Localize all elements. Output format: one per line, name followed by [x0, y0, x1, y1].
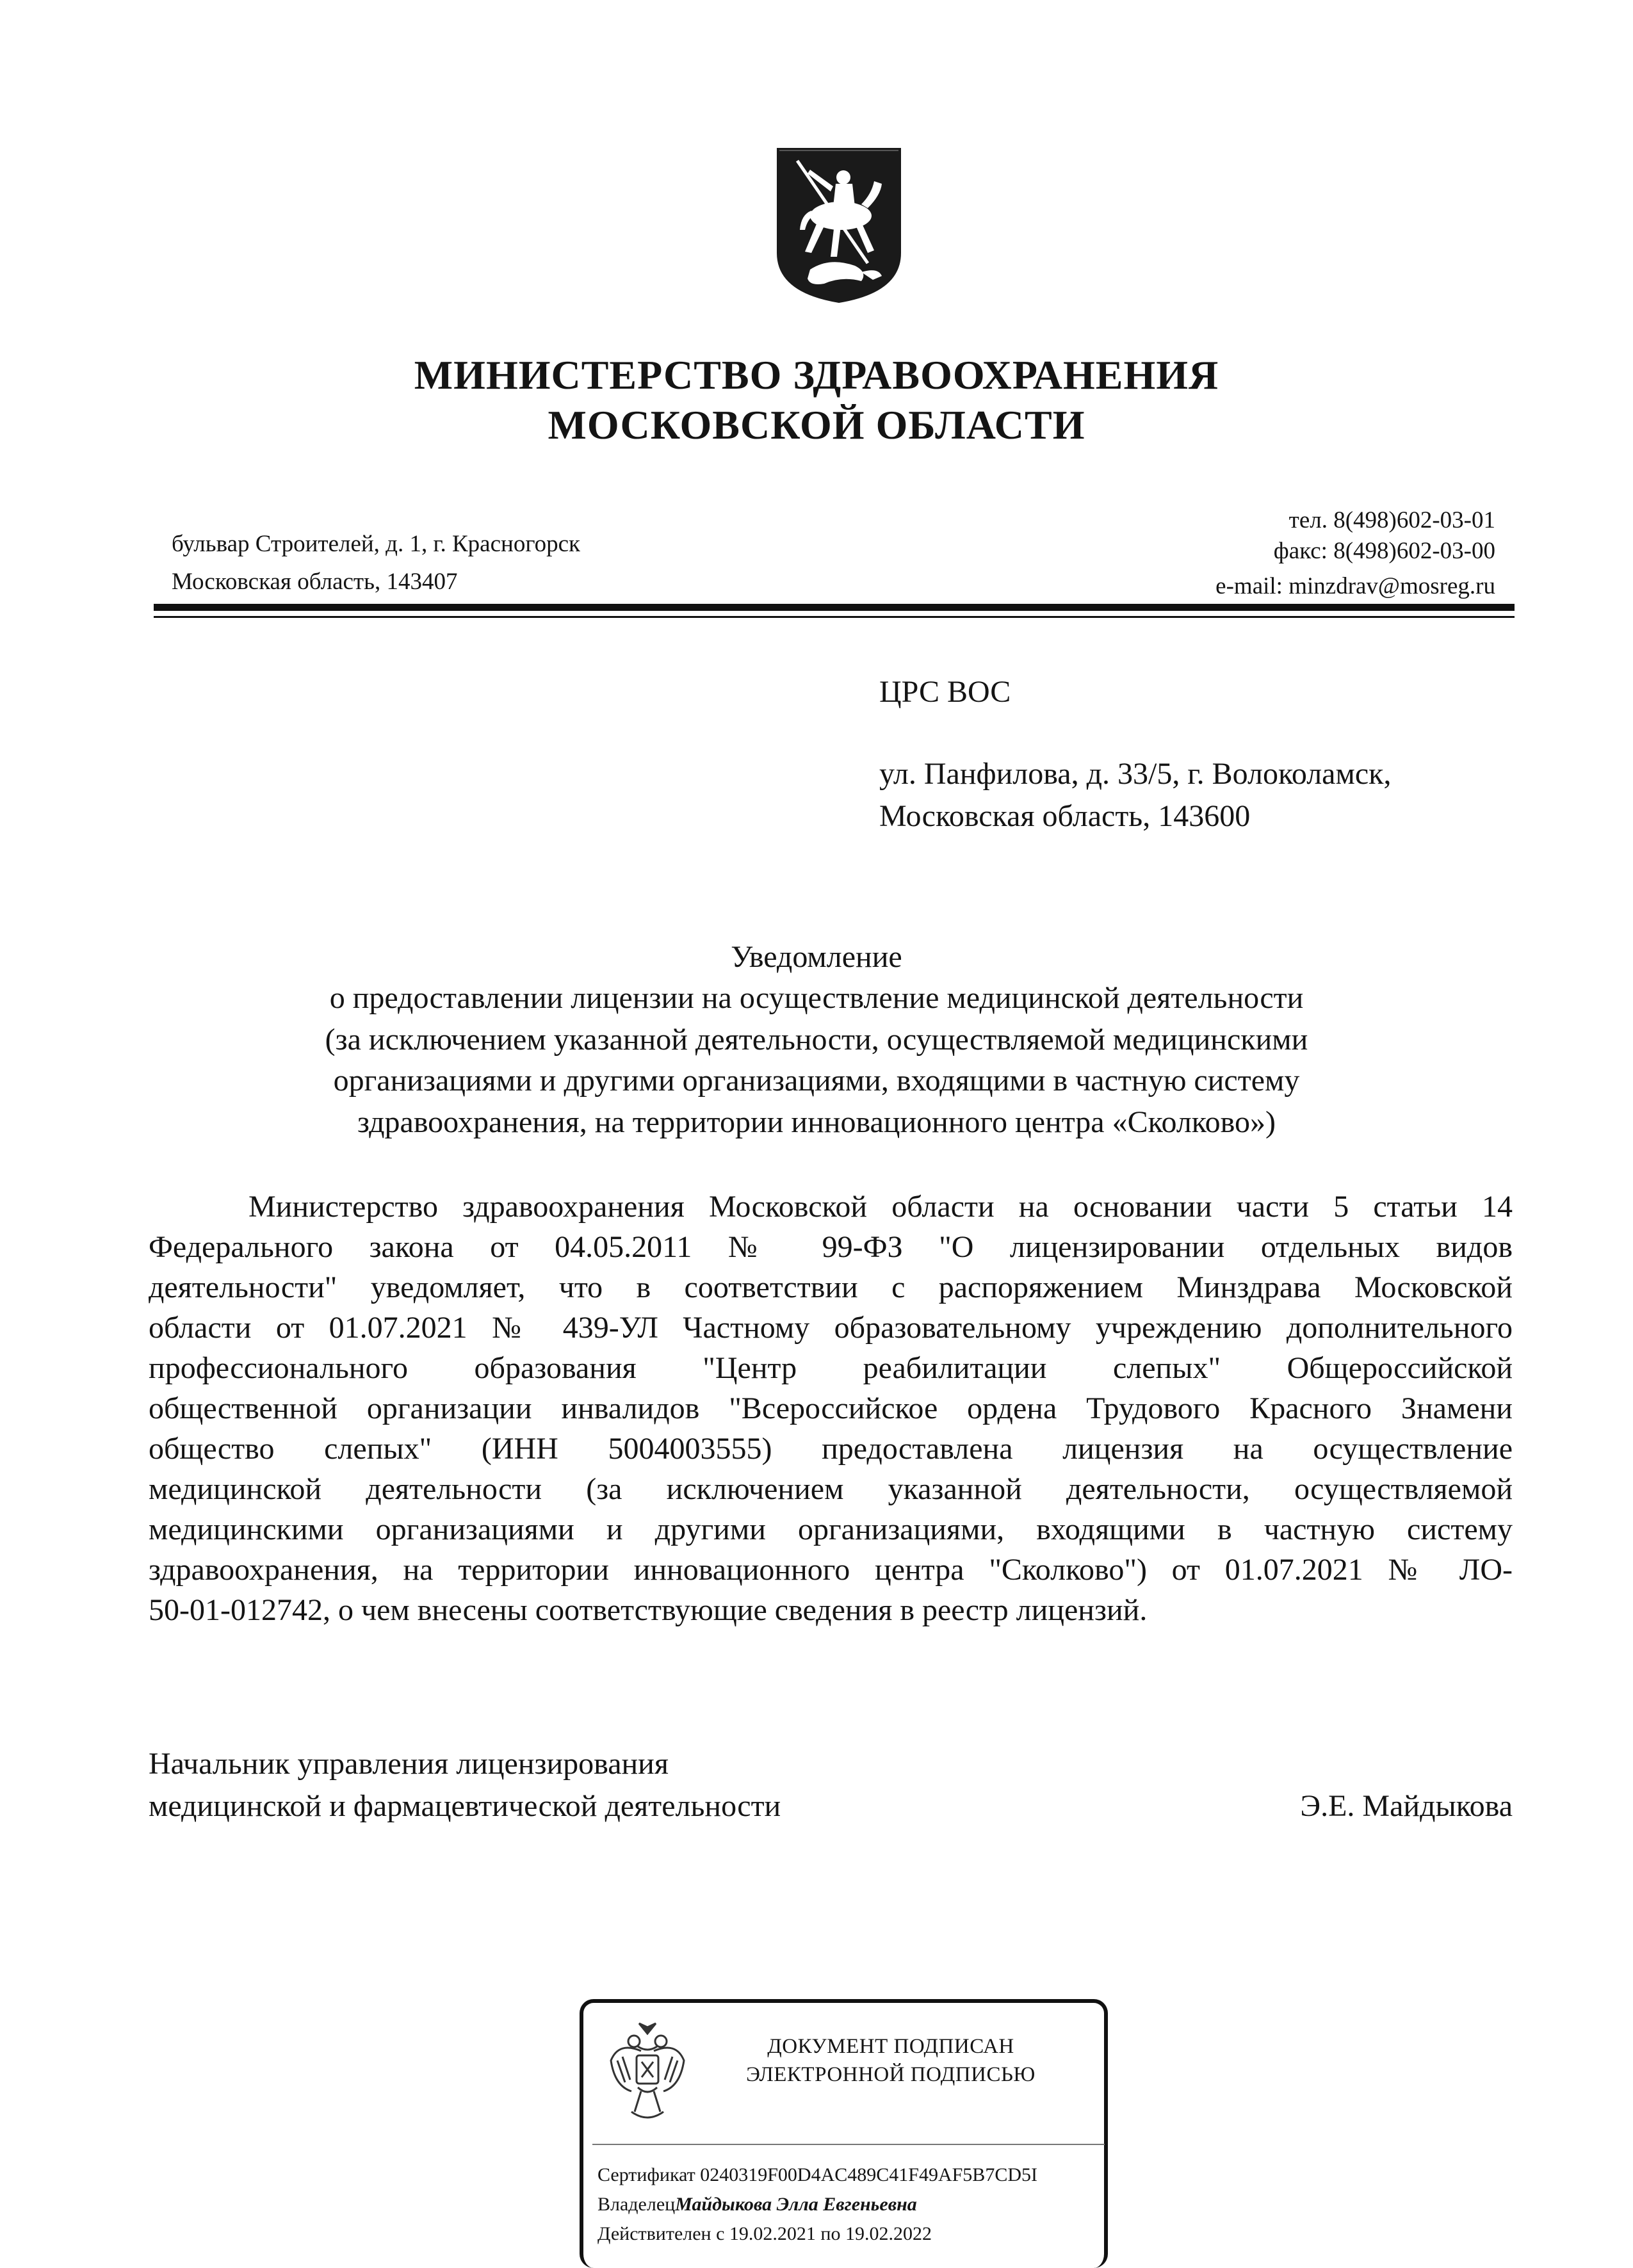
body-line: медицинскими организациями и другими организациями, входящими в частную систему	[149, 1512, 1513, 1546]
body-line: здравоохранения, на территории инновационного центра "Сколково") от 01.07.2021 № ЛО-	[149, 1553, 1513, 1587]
recipient-address-line1: ул. Панфилова, д. 33/5, г. Волоколамск,	[879, 757, 1392, 791]
recipient-address-line2: Московская область, 143600	[879, 799, 1251, 833]
electronic-signature-stamp	[580, 1999, 1108, 2268]
header-divider-thick	[154, 604, 1515, 611]
body-line: медицинской деятельности (за исключением указанной деятельности, осуществляемой	[149, 1472, 1513, 1506]
stamp-certificate-label: Сертификат	[597, 2164, 695, 2185]
body-line: деятельности" уведомляет, что в соответствии с распоряжением Минздрава Московской	[149, 1270, 1513, 1304]
org-title-line1: МИНИСТЕРСТВО ЗДРАВООХРАНЕНИЯ	[414, 352, 1219, 398]
signatory-position-line1: Начальник управления лицензирования	[149, 1747, 669, 1781]
notice-title: Уведомление	[731, 940, 902, 974]
stamp-certificate-value: 0240319F00D4AC489C41F49AF5B7CD5I	[700, 2164, 1037, 2185]
sender-address-line2: Московская область, 143407	[172, 569, 458, 595]
sender-address-line1: бульвар Строителей, д. 1, г. Красногорск	[172, 531, 580, 557]
notice-subtitle-line2: (за исключением указанной деятельности, осуществляемой медицинскими	[325, 1023, 1308, 1057]
sender-email: e-mail: minzdrav@mosreg.ru	[1215, 573, 1495, 599]
moscow-oblast-coat-of-arms	[772, 144, 906, 305]
body-line: 50-01-012742, о чем внесены соответствующие сведения в реестр лицензий.	[149, 1593, 1148, 1627]
stamp-owner-label: Владелец	[597, 2194, 676, 2215]
stamp-title-line2: ЭЛЕКТРОННОЙ ПОДПИСЬЮ	[746, 2063, 1036, 2086]
body-line: Министерство здравоохранения Московской области на основании части 5 статьи 14	[248, 1190, 1513, 1224]
notice-subtitle-line1: о предоставлении лицензии на осуществление медицинской деятельности	[329, 981, 1304, 1015]
notice-subtitle-line4: здравоохранения, на территории инновационного центра «Сколково»)	[357, 1105, 1276, 1139]
body-line: профессионального образования "Центр реабилитации слепых" Общероссийской	[149, 1351, 1513, 1385]
header-divider-thin	[154, 616, 1515, 618]
stamp-divider	[592, 2144, 1105, 2145]
stamp-owner	[597, 2192, 917, 2217]
notice-subtitle-line3: организациями и другими организациями, входящими в частную систему	[333, 1064, 1300, 1098]
stamp-validity: Действителен с 19.02.2021 по 19.02.2022	[597, 2223, 932, 2244]
stamp-certificate	[597, 2163, 1037, 2187]
sender-phone: тел. 8(498)602-03-01	[1288, 507, 1495, 533]
body-line: Федерального закона от 04.05.2011 № 99-ФЗ "О лицензировании отдельных видов	[149, 1230, 1513, 1264]
body-line: общественной организации инвалидов "Всероссийское ордена Трудового Красного Знамени	[149, 1391, 1513, 1425]
body-line: области от 01.07.2021 № 439-УЛ Частному образовательному учреждению дополнительного	[149, 1311, 1513, 1345]
org-title-line2: МОСКОВСКОЙ ОБЛАСТИ	[548, 402, 1085, 448]
recipient-name: ЦРС ВОС	[879, 675, 1011, 709]
signatory-name: Э.Е. Майдыкова	[1300, 1789, 1513, 1823]
body-line: общество слепых" (ИНН 5004003555) предоставлена лицензия на осуществление	[149, 1432, 1513, 1466]
stamp-owner-value: Майдыкова Элла Евгеньевна	[675, 2194, 917, 2215]
stamp-title-line1: ДОКУМЕНТ ПОДПИСАН	[767, 2035, 1014, 2058]
sender-fax: факс: 8(498)602-03-00	[1273, 538, 1495, 564]
signatory-position-line2: медицинской и фармацевтической деятельности	[149, 1789, 781, 1823]
russian-eagle-emblem	[606, 2016, 689, 2128]
